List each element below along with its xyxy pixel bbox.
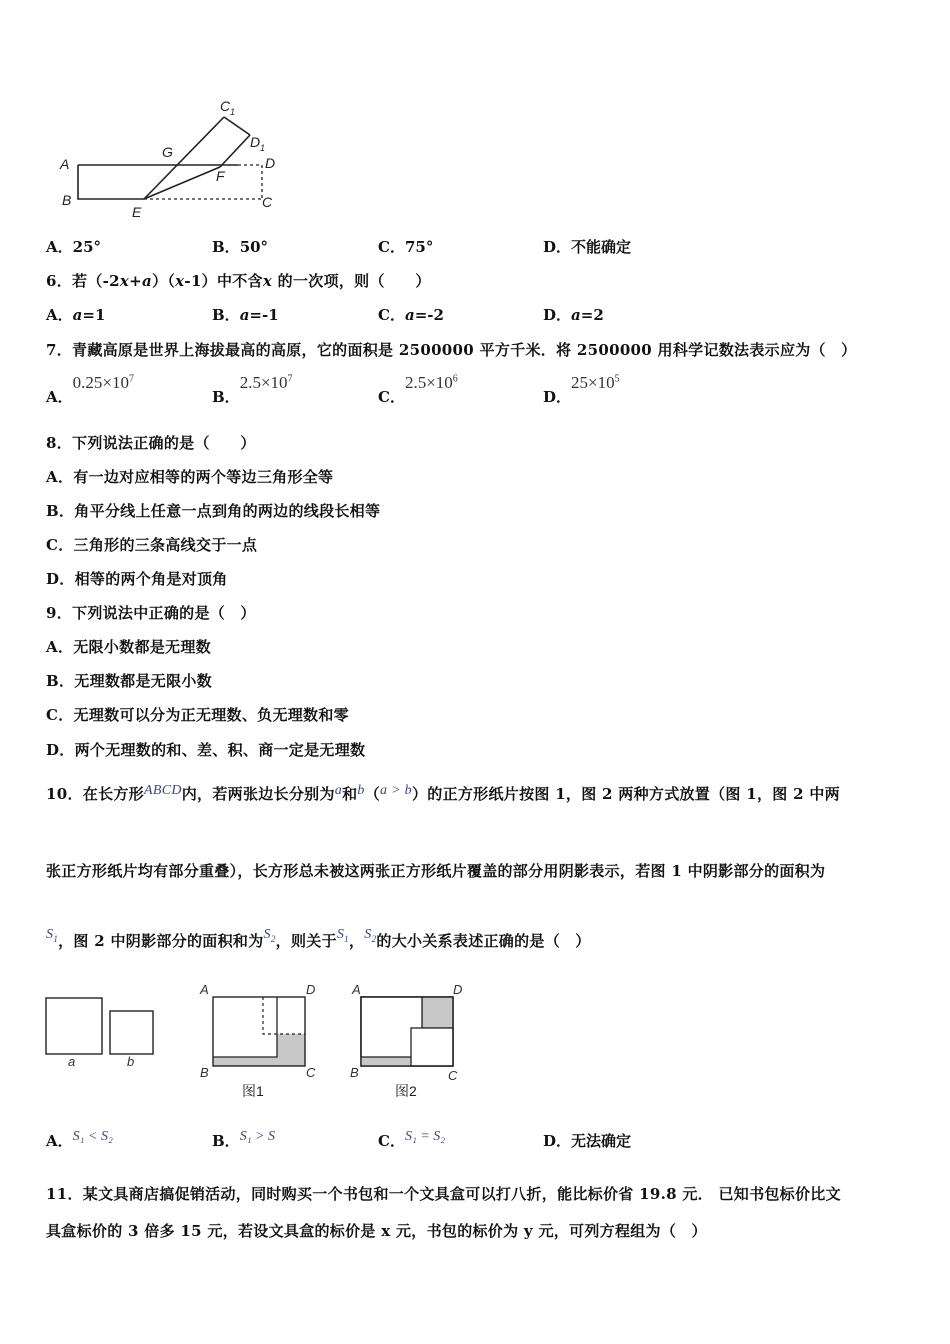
label-E: E	[132, 204, 142, 220]
q6-option-a[interactable]: A．a=1	[46, 306, 106, 324]
q6-option-b[interactable]: B．a=-1	[212, 306, 279, 324]
q7-option-a[interactable]: A．$0.25\times 10^7$	[46, 373, 134, 406]
q9-option-b[interactable]: B．无理数都是无限小数	[46, 672, 212, 690]
q6-option-d[interactable]: D．a=2	[543, 306, 604, 324]
q8-option-a[interactable]: A．有一边对应相等的两个等边三角形全等	[46, 468, 334, 486]
fig1-caption: 图1	[242, 1083, 264, 1099]
q10-stem-line3: $S_1$，图 2 中阴影部分的面积和为$S_2$，则关于$S_1$，$S_2$的大小关系表述正确的是（ ）	[46, 927, 591, 950]
fig2-label-C: C	[448, 1068, 458, 1083]
q10-option-b[interactable]: B．S₁ > S	[212, 1129, 276, 1150]
label-C: C	[262, 194, 273, 210]
label-D: D	[265, 155, 276, 171]
q6-stem: 6．若（-2x+a）（x-1）中不含x 的一次项，则（ ）	[46, 272, 431, 290]
label-B: B	[62, 192, 72, 208]
q10-stem-line2: 张正方形纸片均有部分重叠），长方形总未被这两张正方形纸片覆盖的部分用阴影表示，若图 1 中阴影部分的面积为	[46, 862, 826, 880]
label-D1: D	[250, 134, 261, 150]
q7-d-expr: $25\times 10^5$	[571, 373, 620, 392]
fig2-label-A: A	[352, 982, 361, 997]
q7-option-c[interactable]: C．$2.5\times 10^6$	[378, 373, 458, 406]
label-A: A	[60, 156, 70, 172]
q8-stem: 8．下列说法正确的是（ ）	[46, 434, 256, 452]
label-F: F	[216, 168, 225, 184]
label-C1: C	[220, 98, 231, 114]
q11-stem-line1: 11．某文具商店搞促销活动，同时购买一个书包和一个文具盒可以打八折，能比标价省 19.8 元． 已知书包标价比文	[46, 1185, 841, 1203]
fig2-label-B: B	[350, 1065, 359, 1080]
q8-option-b[interactable]: B．角平分线上任意一点到角的两边的线段长相等	[46, 502, 381, 520]
q10-option-c[interactable]: C．S₁ = S₂	[378, 1129, 446, 1150]
q5-geometry-figure	[52, 95, 292, 225]
fig-label-b: b	[127, 1054, 135, 1069]
q10-option-a[interactable]: A．S₁ < S₂	[46, 1129, 113, 1150]
q11-stem-line2: 具盒标价的 3 倍多 15 元，若设文具盒的标价是 x 元，书包的标价为 y 元，可列方程组为（ ）	[46, 1222, 707, 1240]
q7-option-b[interactable]: B．$2.5\times 10^7$	[212, 373, 293, 406]
q9-option-c[interactable]: C．无理数可以分为正无理数、负无理数和零	[46, 706, 349, 724]
q10-figures	[40, 978, 480, 1106]
label-G: G	[162, 144, 173, 160]
label-C1-sub: 1	[230, 107, 236, 117]
fig2-caption: 图2	[395, 1083, 417, 1099]
figure-2	[350, 982, 462, 1099]
q8-option-c[interactable]: C．三角形的三条高线交于一点	[46, 536, 258, 554]
q7-stem: 7．青藏高原是世界上海拔最高的高原，它的面积是 2500000 平方千米．将 2500000 用科学记数法表示应为（ ）	[46, 341, 857, 359]
q9-option-a[interactable]: A．无限小数都是无理数	[46, 638, 211, 656]
q5-option-a[interactable]: A．25°	[46, 238, 102, 256]
q9-stem: 9．下列说法中正确的是（ ）	[46, 604, 256, 622]
label-D1-sub: 1	[260, 143, 266, 153]
q9-option-d[interactable]: D．两个无理数的和、差、积、商一定是无理数	[46, 741, 366, 759]
q6-option-c[interactable]: C．a=-2	[378, 306, 444, 324]
q5-option-b[interactable]: B．50°	[212, 238, 269, 256]
fig1-label-A: A	[200, 982, 209, 997]
figure-1	[199, 982, 316, 1099]
fig2-label-D: D	[453, 982, 463, 997]
q5-option-d[interactable]: D．不能确定	[543, 238, 632, 256]
fig1-label-D: D	[306, 982, 316, 997]
q10-stem-line1: 10．在长方形ABCD内，若两张边长分别为a和b（a > b）的正方形纸片按图 1，图 2 两种方式放置（图 1，图 2 中两	[46, 783, 840, 803]
q7-b-expr: $2.5\times 10^7$	[239, 373, 293, 392]
q7-a-expr: $0.25\times 10^7$	[72, 373, 134, 392]
q10-option-d[interactable]: D．无法确定	[543, 1132, 632, 1150]
q7-option-d[interactable]: D．$25\times 10^5$	[543, 373, 620, 406]
fig1-label-C: C	[306, 1065, 316, 1080]
q5-option-c[interactable]: C．75°	[378, 238, 434, 256]
q8-option-d[interactable]: D．相等的两个角是对顶角	[46, 570, 228, 588]
q7-c-expr: $2.5\times 10^6$	[404, 373, 458, 392]
fig-label-a: a	[68, 1054, 76, 1069]
fig1-label-B: B	[200, 1065, 209, 1080]
